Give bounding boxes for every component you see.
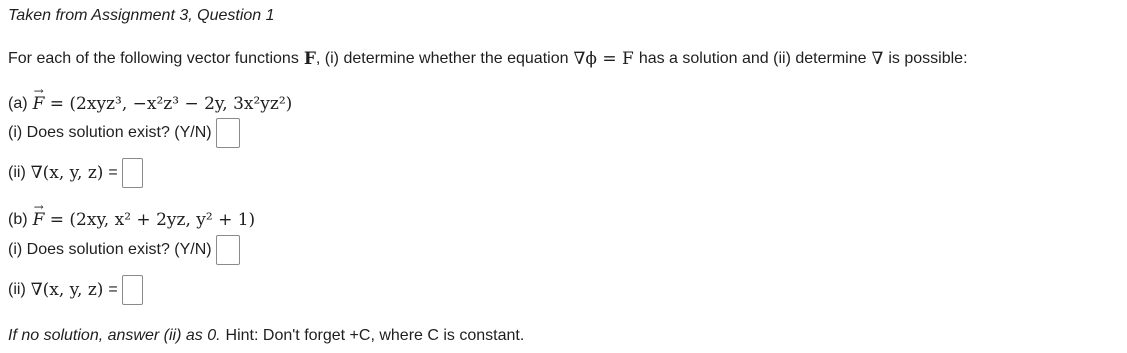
part-a-question-i-text: (i) Does solution exist? (Y/N)	[8, 124, 212, 141]
part-b-answer-i-input[interactable]	[216, 235, 240, 265]
part-b-label: (b)	[8, 211, 28, 228]
vector-f-arrow-symbol: F →	[32, 200, 45, 230]
part-b-question-i	[8, 235, 240, 265]
instructions-mid1: , (i) determine whether the equation	[315, 50, 569, 67]
instructions-mid2: has a solution and (ii) determine	[638, 50, 867, 67]
part-b-equals: =	[108, 281, 118, 298]
part-b-function-rhs: (2xy, x² + 2yz, y² + 1)	[69, 210, 256, 230]
part-b-expression: F → = (2xy, x² + 2yz, y² + 1)	[32, 200, 256, 230]
nabla-symbol: ∇	[871, 49, 884, 69]
vector-f-arrow-symbol: F →	[32, 84, 45, 114]
vector-f-symbol: F	[303, 49, 316, 69]
instructions-prefix: For each of the following vector functions	[8, 50, 299, 67]
part-a-label: (a)	[8, 95, 28, 112]
part-b-nabla-expr: ∇(x, y, z)	[30, 280, 104, 300]
source-note	[8, 7, 275, 25]
part-a-question-ii-label: (ii)	[8, 164, 26, 181]
gradient-equation: ∇ϕ = F	[573, 49, 634, 69]
hint-plain: Hint: Don't forget +C, where C is constant.	[225, 327, 525, 344]
part-b-function	[8, 200, 256, 230]
part-a-equals: =	[108, 164, 118, 181]
part-a-function	[8, 84, 293, 114]
part-b-question-i-text: (i) Does solution exist? (Y/N)	[8, 241, 212, 258]
part-a-answer-ii-input[interactable]	[122, 158, 143, 188]
hint-italic: If no solution, answer (ii) as 0.	[8, 327, 221, 344]
part-b-answer-ii-input[interactable]	[122, 275, 143, 305]
instructions-suffix: is possible:	[888, 50, 968, 67]
part-a-answer-i-input[interactable]	[216, 118, 240, 148]
part-a-question-ii	[8, 158, 143, 188]
part-b-question-ii	[8, 275, 143, 305]
part-a-nabla-expr: ∇(x, y, z)	[30, 163, 104, 183]
source-text: Taken from Assignment 3, Question 1	[8, 7, 275, 24]
part-a-question-i	[8, 118, 240, 148]
instructions	[8, 49, 968, 69]
part-b-question-ii-label: (ii)	[8, 281, 26, 298]
part-a-expression: F → = (2xyz³, −x²z³ − 2y, 3x²yz²)	[32, 84, 293, 114]
hint-line	[8, 327, 524, 345]
part-a-function-rhs: (2xyz³, −x²z³ − 2y, 3x²yz²)	[69, 94, 293, 114]
